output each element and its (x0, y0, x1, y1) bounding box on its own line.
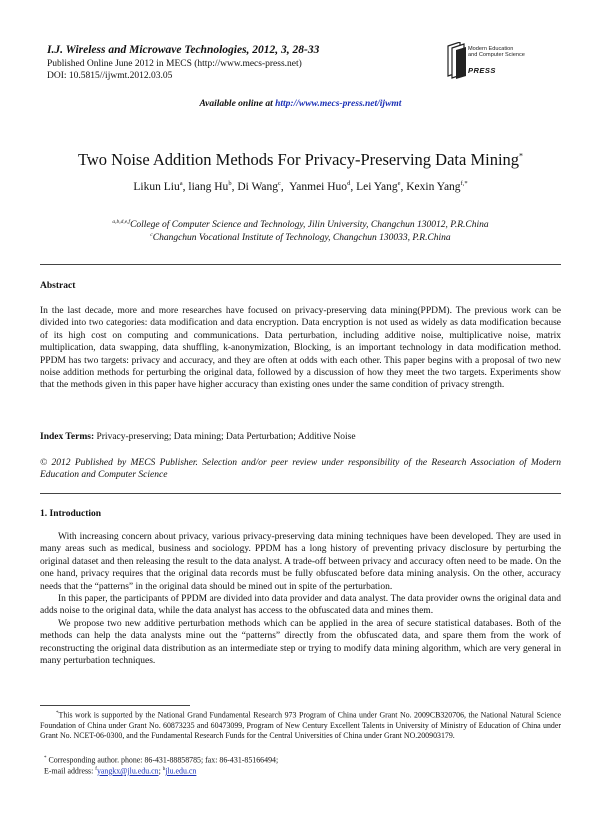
book-stack-icon (446, 42, 468, 80)
copyright-text: © 2012 Published by MECS Publisher. Selection and/or peer review under responsibility of the Research Association of Modern Education and Computer Science (40, 458, 561, 481)
affiliation-mark: c (150, 232, 153, 238)
copyright-notice (40, 457, 561, 482)
corresponding-text: Corresponding author. phone: 86-431-88858785; fax: 86-431-85166494; (46, 755, 279, 765)
doi: DOI: 10.5815//ijwmt.2012.03.05 (47, 71, 173, 81)
title-footnote-mark: * (519, 151, 524, 161)
email-separator: ; (158, 766, 163, 776)
author-separator: , (350, 180, 357, 193)
author-separator: , (280, 180, 290, 193)
logo-text: Modern Education and Computer Science (468, 46, 525, 59)
abstract-body (40, 305, 561, 392)
author-name: Di Wang (237, 180, 279, 193)
logo-press: PRESS (468, 66, 496, 75)
available-prefix: Available online at (199, 99, 276, 109)
index-terms-text: Privacy-preserving; Data mining; Data Perturbation; Additive Noise (94, 432, 356, 442)
funding-footnote (40, 709, 561, 741)
author-mark: f,* (460, 180, 468, 187)
email-mark: b (162, 767, 166, 772)
email-link-1[interactable]: yangkx@jlu.edu.cn (96, 766, 159, 776)
affiliation-2 (0, 232, 601, 243)
author-name: Kexin Yang (406, 180, 461, 193)
intro-paragraph: We propose two new additive perturbation methods which can be applied in the area of secure statistical databases. Both of the methods can help the data analysts mine out the “patterns” directly from the obfuscated data, and spare them from the work of reconstructing the original data distribution as an intermediate step or trying to modify data mining algorithm, which are very general in many perturbation techniques. (40, 618, 561, 667)
affiliation-1 (0, 219, 601, 230)
journal-link[interactable]: http://www.mecs-press.net/ijwmt (275, 99, 402, 109)
footnote-divider (40, 705, 190, 706)
index-terms (40, 431, 561, 443)
author-name: Lei Yang (356, 180, 398, 193)
available-online (0, 99, 601, 109)
affiliation-mark: a,b,d,e,f (112, 219, 131, 225)
footnote-mark: * (44, 756, 47, 761)
intro-paragraph: With increasing concern about privacy, various privacy-preserving data mining techniques have been developed. They are used in many areas such as medical, business and sociology. PPDM has a long history of preventing privacy disclosure by perturbing the original dataset and then releasing the result to the data analyst. A trade-off between privacy and accuracy often need to be made. On the one hand, privacy requires that the original data records must be fully obfuscated before data mining analysis. On the other, accuracy needs that the “patterns” in the original data should be mined out in spite of the perturbation. (40, 532, 561, 592)
title-text: Two Noise Addition Methods For Privacy-Preserving Data Mining (77, 150, 520, 169)
author-mark: c (278, 180, 281, 187)
author-name: Likun Liu (133, 180, 180, 193)
author-name: liang Hu (188, 180, 229, 193)
divider (40, 264, 561, 265)
author-separator: , (400, 180, 407, 193)
abstract-heading: Abstract (40, 281, 76, 291)
paper-title (0, 150, 601, 170)
journal-citation: I.J. Wireless and Microwave Technologies, 2012, 3, 28-33 (47, 44, 320, 56)
author-mark: a (179, 180, 183, 187)
author-name: Yanmei Huo (289, 180, 348, 193)
divider (40, 493, 561, 494)
abstract-text: In the last decade, more and more researches have focused on privacy-preserving data mining(PPDM). The previous work can be divided into two categories: data modification and data encryption. Data encryption is not used as widely as data modification because of its high cost on computing and communications. Data perturbation, including additive noise, multiplicative noise, matrix multiplication, data swapping, data shuffling, k-anonymization, Blocking, is an important technology in data modification method. PPDM has two targets: privacy and accuracy, and they are often at odds with each other. This paper begins with a proposal of two new noise addition methods for perturbing the original data, followed by a discussion of how they meet the two targets. Experiments show that the methods given in this paper have higher accuracy than existing ones under the same condition of privacy strength. (40, 306, 561, 391)
author-mark: b (228, 180, 232, 187)
mecs-press-logo (446, 36, 556, 96)
intro-paragraph: In this paper, the participants of PPDM are divided into data provider and data analyst. The data provider owns the original data and adds noise to the original data, while the data analyst has access to the obfuscated data and mines them. (40, 594, 561, 617)
author-separator: , (231, 180, 238, 193)
affiliation-text: Changchun Vocational Institute of Technology, Changchun 130033, P.R.China (152, 233, 451, 244)
email-mark: f (95, 767, 97, 772)
introduction-body (40, 531, 561, 667)
affiliation-text: College of Computer Science and Technology, Jilin University, Changchun 130012, P.R.China (130, 220, 489, 231)
author-mark: d (347, 180, 351, 187)
author-separator: , (182, 180, 189, 193)
footnote-mark: * (56, 711, 59, 716)
index-terms-label: Index Terms: (40, 432, 95, 442)
section-heading-introduction: 1. Introduction (40, 509, 102, 519)
email-footnote (40, 765, 561, 777)
funding-text: This work is supported by the National Grand Fundamental Research 973 Program of China under Grant No. 2009CB320706, the National Natural Science Foundation of China under Grant No. 60873235 and 60473099, Program of New Century Excellent Talents in University of Ministry of Education of China under Grant No. NCET-06-0300, and the Fundamental Research Funds for the Central Universities of China under Grant NO.200903179. (40, 710, 561, 741)
author-list (0, 180, 601, 193)
author-mark: e (397, 180, 401, 187)
published-online: Published Online June 2012 in MECS (http://www.mecs-press.net) (47, 59, 302, 69)
email-label: E-mail address: (44, 766, 96, 776)
email-link-2[interactable]: jlu.edu.cn (165, 766, 197, 776)
